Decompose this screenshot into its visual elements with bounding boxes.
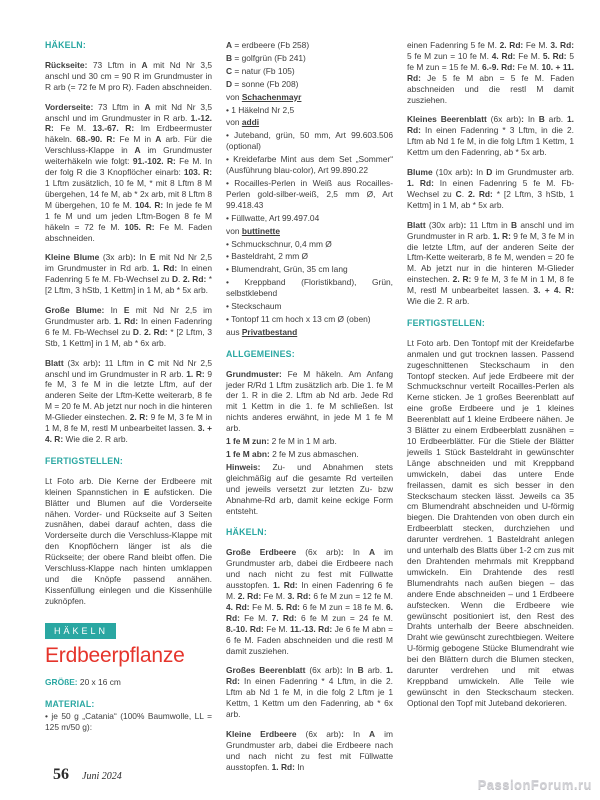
paragraph: • je 50 g „Catania“ (100% Baumwolle, LL = 125 m/50 g):: [45, 711, 212, 733]
paragraph: C = natur (Fb 105): [226, 65, 295, 76]
paragraph: von addi: [226, 117, 260, 128]
paragraph: • Schmuckschnur, 0,4 mm Ø: [226, 238, 332, 249]
issue-date: Juni 2024: [82, 771, 122, 782]
page-footer: [0, 754, 600, 800]
watermark: PassionForum.ru: [477, 777, 592, 792]
paragraph: Blatt (30x arb): 11 Lftm in B anschl und im Grundmuster in R arb. 1. R: 9 fe M, 3 fe M in die letzte Lftm, auf der anderen Seite der Lftm-Kette weiterarb, 8 fe M, wenden = 20 fe M. Ab jetzt nur in die hinteren M-Glieder einstechen. 2. R: 9 fe M, 3 fe M in 1 M, 8 fe M, restl M unbearbeitet lassen. 3. + 4. R: Wie die 2. R arb.: [407, 219, 574, 307]
article-columns: [45, 40, 575, 772]
paragraph: Hinweis: Zu- und Abnahmen stets gleichmäßig auf die gesamte Rd verteilen und jeweils versetzt zur letzten Zu- bzw Abnahme-Rd arb, damit keine eckige Form entsteht.: [226, 461, 393, 516]
paragraph: D = sonne (Fb 208): [226, 78, 299, 89]
paragraph: Rückseite: 73 Lftm in A mit Nd Nr 3,5 anschl und 30 cm = 90 R im Grundmuster in R arb (= 72 fe M pro R). Faden abschneiden.: [45, 59, 212, 92]
paragraph: • Kreppband (Floristikband), Grün, selbstklebend: [226, 277, 393, 299]
paragraph: Kleine Blume (3x arb): In E mit Nd Nr 2,5 im Grundmuster in Rd arb. 1. Rd: In einen Fadenring 5 fe M. Fb-Wechsel zu D. 2. Rd: * [2 Lftm, 3 hStb, 1 Kettm] in 1 M, ab * 5x arb.: [45, 252, 212, 296]
paragraph: • Kreidefarbe Mint aus dem Set „Sommer“ (Ausführung blau-color), Art 99.890.22: [226, 154, 393, 176]
paragraph: Lt Foto arb. Die Kerne der Erdbeere mit kleinen Spannstichen in E aufsticken. Die Blätter und Blumen auf die Vorderseite nähen. Vorder- und Rückseite auf 3 Seiten zusnähen, dabei darauf achten, dass die Vorderseite durch die Verschluss-Klappe mit den Knopflöchern länger ist als die Rückseite; der obere Rand bleibt offen. Die Verschluss-Klappe nach hinten umklappen und die Knöpfe passend annähen. Kissenfüllung einlegen und die Kissenhülle zuknöpfen.: [45, 475, 212, 606]
folio: [53, 766, 122, 784]
paragraph: • Rocailles-Perlen in Weiß aus Rocailles-Perlen gold-silber-weiß, 2,5 mm Ø, Art 99.418.43: [226, 177, 393, 210]
paragraph: • Füllwatte, Art 99.497.04: [226, 212, 320, 223]
section-heading: FERTIGSTELLEN:: [45, 455, 124, 466]
paragraph: Großes Beerenblatt (6x arb): In B arb. 1. Rd: In einen Fadenring * 4 Lftm, in die 2. Lftm ab Nd 1 fe M, in die folg 2 Lftm je 1 Kettm, 1 Kettm um den Fadenring, ab * 6x arb.: [226, 665, 393, 720]
paragraph: einen Fadenring 5 fe M. 2. Rd: Fe M. 3. Rd: 5 fe M zun = 10 fe M. 4. Rd: Fe M. 5. Rd: 5 fe M zun = 15 fe M. 6.-9. Rd: Fe M. 10. + 11. Rd: Je 5 fe M abn = 5 fe M. Faden abschneiden und die restl M damit zusziehen.: [407, 40, 575, 105]
paragraph: aus Privatbestand: [226, 326, 298, 337]
pattern-title: Erdbeerpflanze: [45, 643, 185, 667]
section-heading: FERTIGSTELLEN:: [407, 317, 486, 328]
paragraph: 1 fe M zun: 2 fe M in 1 M arb.: [226, 436, 337, 447]
paragraph: • Blumendraht, Grün, 35 cm lang: [226, 264, 348, 275]
section-heading: HÄKELN:: [45, 40, 86, 50]
paragraph: Blume (10x arb): In D im Grundmuster arb. 1. Rd: In einen Fadenring 5 fe M. Fb-Wechsel zu C. 2. Rd: * [2 Lftm, 3 hStb, 1 Kettm] in 1 M, ab * 5x arb.: [407, 167, 575, 210]
paragraph: Vorderseite: 73 Lftm in A mit Nd Nr 3,5 anschl und im Grundmuster in R arb. 1.-12. R: Fe M. 13.-67. R: Im Erdbeermuster häkeln. 68.-90. R: Fe M in A arb. Für die Verschluss-Klappe in A im Grundmuster weiterhäkeln wie folgt: 91.-102. R: Fe M. In der folg R die 3 Knopflöcher einarb: 103. R: 1 Lftm zusätzlich, 10 fe M, * mit 8 Lftm 8 M übergehen, 14 fe M, ab * 2x arb, mit 8 Lftm 8 M übergehen, 10 fe M. 104. R: In jede fe M 1 fe M und um jeden Lftm-Bogen 8 fe M häkeln = 72 fe M. 105. R: Fe M. Faden abschneiden.: [45, 101, 213, 243]
magazine-page: [45, 40, 575, 772]
paragraph: • Tontopf 11 cm hoch x 13 cm Ø (oben): [226, 313, 371, 324]
paragraph: • 1 Häkelnd Nr 2,5: [226, 104, 295, 115]
paragraph: Kleines Beerenblatt (6x arb): In B arb. 1. Rd: In einen Fadenring * 3 Lftm, in die 2. Lftm ab Nd 1 fe M, in die folg Lftm 1 Kettm, 1 Kettm um den Fadenring, ab * 5x arb.: [407, 114, 575, 158]
paragraph: von Schachenmayr: [226, 91, 302, 102]
craft-category-badge: HÄKELN: [45, 623, 116, 639]
paragraph: • Basteldraht, 2 mm Ø: [226, 251, 309, 262]
paragraph: • Steckschaum: [226, 301, 282, 312]
paragraph: GRÖßE: 20 x 16 cm: [45, 676, 121, 687]
paragraph: A = erdbeere (Fb 258): [226, 40, 310, 50]
paragraph: 1 fe M abn: 2 fe M zus abmaschen.: [226, 449, 359, 459]
page-number: 56: [53, 766, 69, 783]
column-left: [45, 40, 212, 733]
paragraph: Blatt (3x arb): 11 Lftm in C mit Nd Nr 2,5 anschl und im Grundmuster in R arb. 1. R: 9 fe M, 3 fe M in die letzte Lftm, auf der anderen Seite der Lftm-Kette weiterarb, 8 fe M = 20 fe M. Ab jetzt nur noch in die hinteren M-Glieder einstechen. 2. R: 9 fe M, 3 fe M in 1 M, 8 fe M, restl M unbearbeitet lassen. 3. + 4. R: Wie die 2. R arb.: [45, 357, 213, 444]
column-right: [407, 40, 574, 709]
section-heading: ALLGEMEINES:: [226, 348, 295, 359]
section-heading: HÄKELN:: [226, 527, 267, 538]
paragraph: Kleine Erdbeere (6x arb): In A im Grundmuster arb, dabei die Erdbeere nach und nach nicht zu fest mit Füllwatte ausstopfen. 1. Rd: In: [226, 728, 393, 772]
column-middle: [226, 40, 393, 773]
paragraph: Große Blume: In E mit Nd Nr 2,5 im Grundmuster arb. 1. Rd: In einen Fadenring 6 fe M. Fb-Wechsel zu D. 2. Rd: * [2 Lftm, 3 Stb, 1 Kettm] in 1 M, ab * 6x arb.: [45, 305, 213, 348]
paragraph: Große Erdbeere (6x arb): In A im Grundmuster arb, dabei die Erdbeere nach und nach nicht zu fest mit Füllwatte ausstopfen. 1. Rd: In einen Fadenring 6 fe M. 2. Rd: Fe M. 3. Rd: 6 fe M zun = 12 fe M. 4. Rd: Fe M. 5. Rd: 6 fe M zun = 18 fe M. 6. Rd: Fe M. 7. Rd: 6 fe M zun = 24 fe M. 8.-10. Rd: Fe M. 11.-13. Rd: Je 6 fe M abn = 6 fe M. Faden abschneiden und die restl M damit zusziehen.: [226, 547, 394, 656]
paragraph: B = golfgrün (Fb 241): [226, 52, 306, 63]
paragraph: Grundmuster: Fe M häkeln. Am Anfang jeder R/Rd 1 Lftm zusätzlich arb. Die 1. fe M der 1. R in die 2. Lftm ab Nd arb. Jede Rd mit 1 Kettm in die 1. fe M schließen. Ist nichts anderes erwähnt, in jede M 1 fe M arb.: [226, 368, 393, 434]
paragraph: • Juteband, grün, 50 mm, Art 99.603.506 (optional): [226, 130, 393, 152]
paragraph: von buttinette: [226, 225, 280, 236]
section-heading: MATERIAL:: [45, 698, 95, 709]
paragraph: Lt Foto arb. Den Tontopf mit der Kreidefarbe anmalen und gut trocknen lassen. Passend zugeschnittenen Steckschaum in den Tontopf stecken. Auf jede Erdbeere mit der Schmuckschnur verteilt Rocailles-Perlen als Kerne sticken. Je 1 großes Beerenblatt auf eine große Erdbeere und je 1 kleines Beerenblatt auf 1 kleine Erdbeere nähen. Je 3 Blätter zu einem Erdbeerblatt zusnähen = 10 Erdbeerblätter. Für die Stiele der Blätter jeweils 1 Stück Basteldraht in gewünschter Länge abschneiden und mit Kreppband umwickeln, dabei das untere Ende freilassen, damit es sich besser in den Steckschaum stecken lässt. Jeweils ca 35 cm Blumendraht abschneiden und U-förmig biegen. Die Drahtenden von oben durch ein Erdbeerblatt stecken, durchziehen und darunter verdrehen. 1 Basteldraht anlegen und unterhalb des Blatts über 1-2 cm zus mit den Drahtenden mehrmals mit Kreppband umwickeln. Ein Drahtende des restl Blumendrahts nach außen biegen – das andere Ende abschneiden – und 1 Erdbeere aufstecken. Wenn die Erdbeere wie gewünscht positioniert ist, den Rest des Drahts unterhalb der Beere abschneiden. Draht wie gewünscht zurechtbiegen. Weitere U-förmig gebogene Stücke Blumendraht wie bei den Blättern durch die Blumen stecken, darunter verdrehen und mit etwas Kreppband umwickeln. Alle Teile wie gewünscht in den Steckschaum stecken. Optional den Topf mit Juteband dekorieren.: [407, 337, 574, 708]
